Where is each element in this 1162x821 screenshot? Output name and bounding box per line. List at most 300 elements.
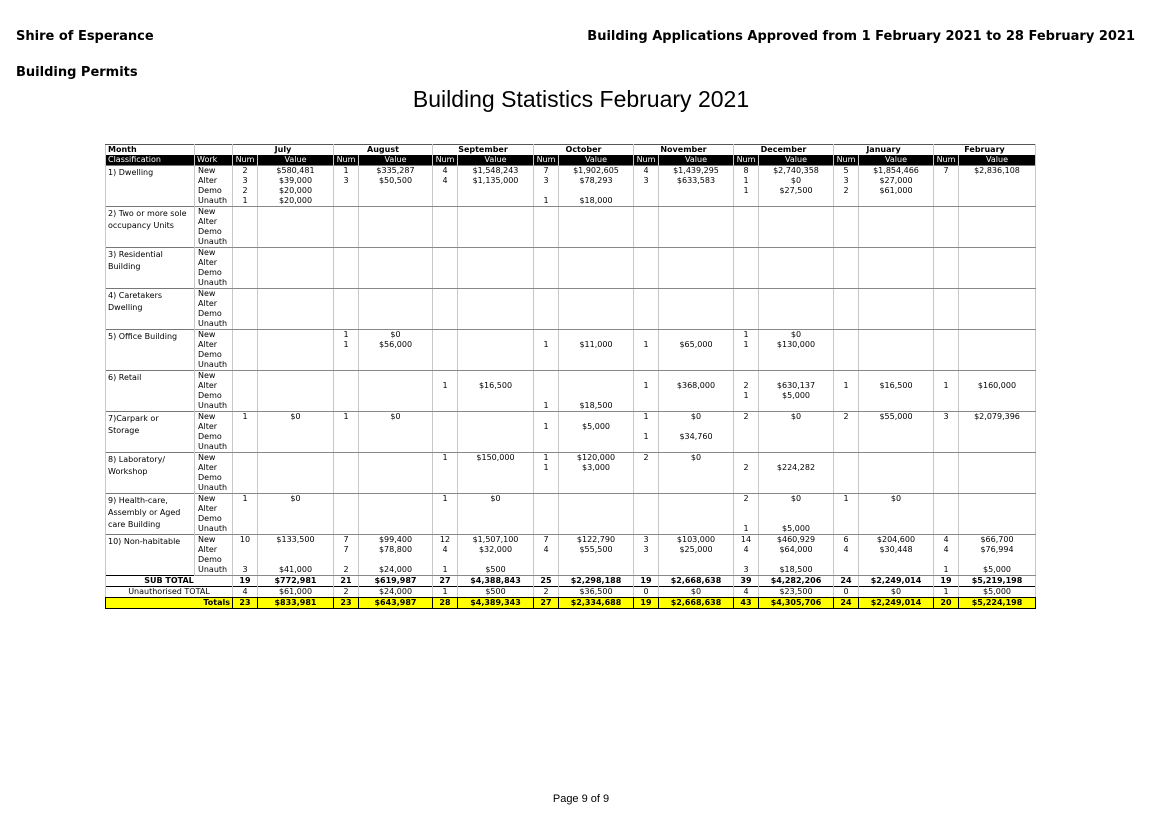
classification-cell: 2) Two or more sole occupancy Units [106,207,195,248]
summary-label: Unauthorised TOTAL [106,587,233,598]
value-cell: $0 [759,412,834,423]
classification-cell: 9) Health-care, Assembly or Aged care Building [106,494,195,535]
num-cell [233,258,258,268]
value-cell [559,565,634,576]
num-cell [934,268,959,278]
summary-value: $5,000 [959,587,1036,598]
num-cell [233,278,258,289]
value-cell [959,237,1036,248]
summary-num: 0 [634,587,659,598]
num-cell [934,186,959,196]
value-cell [859,196,934,207]
value-cell [559,299,634,309]
value-cell [359,237,433,248]
num-cell [534,371,559,382]
num-cell: 4 [934,535,959,546]
num-cell [734,248,759,259]
summary-num: 1 [433,587,458,598]
num-cell: 1 [334,340,359,350]
num-cell [233,340,258,350]
value-cell [659,473,734,483]
value-cell [659,319,734,330]
num-cell [734,504,759,514]
work-type-cell: Unauth [195,278,233,289]
value-cell [458,555,534,565]
num-cell [534,381,559,391]
value-cell: $78,293 [559,176,634,186]
table-row [106,360,1036,371]
num-cell [534,227,559,237]
num-cell: 1 [433,381,458,391]
value-cell [359,360,433,371]
num-cell [734,207,759,218]
num-cell [334,514,359,524]
value-cell [859,442,934,453]
summary-num: 21 [334,576,359,587]
table-row [106,350,1036,360]
value-cell [458,412,534,423]
value-cell: $27,500 [759,186,834,196]
summary-value: $4,389,343 [458,598,534,609]
table-row [106,463,1036,473]
value-cell: $0 [659,412,734,423]
table-row [106,176,1036,186]
num-cell [433,289,458,300]
value-cell [359,381,433,391]
work-label: Work [195,155,233,166]
num-cell [334,350,359,360]
value-cell [859,432,934,442]
summary-value: $0 [859,587,934,598]
num-cell [433,555,458,565]
classification-cell: 1) Dwelling [106,166,195,207]
value-cell [959,248,1036,259]
value-cell [258,237,334,248]
work-type-cell: Demo [195,309,233,319]
value-cell [959,371,1036,382]
value-cell [559,268,634,278]
num-cell [334,278,359,289]
num-cell [834,289,859,300]
value-cell [458,401,534,412]
table-row [106,381,1036,391]
value-cell [959,442,1036,453]
value-header: Value [559,155,634,166]
num-cell [334,237,359,248]
table-row [106,442,1036,453]
work-type-cell: Unauth [195,565,233,576]
value-cell [359,401,433,412]
value-cell [458,463,534,473]
num-cell [334,319,359,330]
work-type-cell: Alter [195,504,233,514]
num-header: Num [834,155,859,166]
num-cell [534,473,559,483]
value-cell [359,309,433,319]
value-cell [859,555,934,565]
summary-num: 19 [233,576,258,587]
num-cell [334,483,359,494]
value-cell: $20,000 [258,196,334,207]
num-cell [934,524,959,535]
num-cell [834,207,859,218]
num-cell [834,217,859,227]
summary-value: $2,249,014 [859,576,934,587]
num-cell [934,453,959,464]
value-cell [659,309,734,319]
num-cell [534,504,559,514]
num-cell [334,401,359,412]
value-cell [759,453,834,464]
value-cell [458,258,534,268]
num-cell: 1 [534,340,559,350]
num-cell [534,483,559,494]
value-cell [559,217,634,227]
value-cell [859,463,934,473]
work-type-cell: New [195,412,233,423]
num-cell [233,432,258,442]
num-cell [433,504,458,514]
work-type-cell: Demo [195,555,233,565]
month-heading: February [934,145,1036,156]
num-cell [834,524,859,535]
num-cell [334,309,359,319]
num-cell [433,350,458,360]
value-cell: $0 [258,494,334,505]
value-cell [258,555,334,565]
num-cell [534,565,559,576]
num-cell [834,319,859,330]
num-cell [433,483,458,494]
num-cell: 1 [334,412,359,423]
num-cell: 1 [233,494,258,505]
num-cell: 1 [534,463,559,473]
value-cell [258,381,334,391]
summary-value: $5,224,198 [959,598,1036,609]
num-cell [233,453,258,464]
table-row [106,432,1036,442]
num-cell [634,565,659,576]
value-cell [859,453,934,464]
value-cell [258,545,334,555]
value-cell [458,227,534,237]
num-cell [834,340,859,350]
value-cell [659,360,734,371]
value-cell [759,432,834,442]
work-type-cell: Demo [195,432,233,442]
classification-cell: 7)Carpark or Storage [106,412,195,453]
value-cell: $55,000 [859,412,934,423]
value-cell [959,227,1036,237]
work-type-cell: Demo [195,473,233,483]
value-cell [859,504,934,514]
num-cell: 2 [734,463,759,473]
num-cell [934,176,959,186]
num-cell [634,278,659,289]
num-cell [834,371,859,382]
num-cell [534,391,559,401]
num-cell [734,319,759,330]
num-cell [433,473,458,483]
work-type-cell: Alter [195,258,233,268]
num-cell: 1 [734,340,759,350]
num-cell [634,494,659,505]
value-cell [659,463,734,473]
num-cell: 3 [334,176,359,186]
num-cell: 1 [534,422,559,432]
num-cell [634,524,659,535]
value-cell [458,504,534,514]
value-cell: $2,836,108 [959,166,1036,177]
value-cell [359,555,433,565]
value-cell [659,227,734,237]
value-cell: $39,000 [258,176,334,186]
num-cell [634,248,659,259]
summary-num: 28 [433,598,458,609]
month-heading: August [334,145,433,156]
value-cell [258,401,334,412]
value-cell [359,524,433,535]
value-cell [458,442,534,453]
num-cell [834,391,859,401]
num-cell [834,555,859,565]
summary-num: 4 [734,587,759,598]
value-cell [359,196,433,207]
num-cell [934,217,959,227]
num-cell: 3 [233,176,258,186]
num-cell: 2 [734,381,759,391]
num-cell: 3 [534,176,559,186]
value-cell [559,391,634,401]
num-cell [834,278,859,289]
value-cell: $2,079,396 [959,412,1036,423]
value-cell [659,371,734,382]
table-row [106,299,1036,309]
work-type-cell: Alter [195,299,233,309]
value-cell [859,473,934,483]
num-cell [433,524,458,535]
value-cell [458,524,534,535]
shire-name: Shire of Esperance [16,29,154,44]
num-cell: 2 [334,565,359,576]
num-cell [233,442,258,453]
num-cell [433,401,458,412]
num-cell [534,442,559,453]
value-cell [959,524,1036,535]
work-type-cell: Unauth [195,196,233,207]
num-cell [233,207,258,218]
value-cell [359,463,433,473]
summary-num: 27 [534,598,559,609]
table-row [106,166,1036,177]
num-cell [934,340,959,350]
value-cell [258,473,334,483]
num-cell: 1 [433,565,458,576]
work-type-cell: Demo [195,186,233,196]
value-cell [659,401,734,412]
value-cell [959,453,1036,464]
num-cell [634,207,659,218]
num-cell [534,186,559,196]
table-row [106,319,1036,330]
num-cell [734,217,759,227]
num-cell: 1 [534,401,559,412]
num-cell [334,207,359,218]
value-cell [359,207,433,218]
num-cell [934,248,959,259]
value-header: Value [458,155,534,166]
value-cell: $0 [359,412,433,423]
value-cell [659,268,734,278]
work-type-cell: Demo [195,350,233,360]
value-cell [759,196,834,207]
value-cell [859,391,934,401]
value-cell [258,422,334,432]
value-cell: $78,800 [359,545,433,555]
value-cell: $130,000 [759,340,834,350]
num-cell: 1 [233,412,258,423]
table-row [106,278,1036,289]
num-header: Num [934,155,959,166]
num-cell [233,401,258,412]
value-cell [559,381,634,391]
value-cell: $1,507,100 [458,535,534,546]
num-cell [934,422,959,432]
num-cell: 2 [734,412,759,423]
value-cell [659,422,734,432]
table-row [106,340,1036,350]
value-cell [859,248,934,259]
statistics-table [105,144,1036,609]
num-cell [834,350,859,360]
summary-value: $4,388,843 [458,576,534,587]
table-row [106,227,1036,237]
summary-num: 1 [934,587,959,598]
num-cell: 3 [233,565,258,576]
value-cell [258,514,334,524]
num-cell [634,555,659,565]
num-cell [334,473,359,483]
value-cell: $1,902,605 [559,166,634,177]
value-cell [258,483,334,494]
num-cell [734,309,759,319]
value-cell [659,299,734,309]
num-cell [634,391,659,401]
value-cell: $25,000 [659,545,734,555]
num-cell [734,432,759,442]
month-heading: December [734,145,834,156]
value-cell [959,309,1036,319]
value-cell [559,237,634,248]
value-cell [759,401,834,412]
num-cell: 6 [834,535,859,546]
num-cell: 2 [233,166,258,177]
value-cell: $61,000 [859,186,934,196]
subtotal-row [106,576,1036,587]
page-title: Building Statistics February 2021 [412,86,750,112]
num-cell [334,371,359,382]
summary-value: $2,668,638 [659,576,734,587]
value-cell [959,186,1036,196]
value-cell: $5,000 [559,422,634,432]
num-cell [734,350,759,360]
num-cell [334,289,359,300]
classification-cell: 6) Retail [106,371,195,412]
num-cell [834,227,859,237]
num-cell: 3 [634,535,659,546]
month-heading: July [233,145,334,156]
value-cell [759,371,834,382]
value-cell [759,483,834,494]
table-row [106,535,1036,546]
num-cell: 7 [534,166,559,177]
statistics-table-wrapper [105,144,1036,609]
value-cell [359,217,433,227]
num-cell [934,319,959,330]
num-cell [634,299,659,309]
value-cell [959,350,1036,360]
work-type-cell: Alter [195,340,233,350]
value-cell: $76,994 [959,545,1036,555]
value-cell [559,494,634,505]
value-cell: $66,700 [959,535,1036,546]
num-cell [334,196,359,207]
num-cell [233,217,258,227]
num-cell [934,391,959,401]
num-cell [834,432,859,442]
num-header: Num [233,155,258,166]
value-cell: $122,790 [559,535,634,546]
num-cell [433,278,458,289]
value-cell: $368,000 [659,381,734,391]
value-cell: $204,600 [859,535,934,546]
value-cell: $34,760 [659,432,734,442]
value-cell [959,196,1036,207]
value-cell: $133,500 [258,535,334,546]
value-cell: $18,500 [759,565,834,576]
num-cell [934,196,959,207]
value-cell [359,453,433,464]
num-cell [433,391,458,401]
num-cell: 7 [334,545,359,555]
summary-value: $4,305,706 [759,598,834,609]
value-cell: $0 [759,330,834,341]
work-type-cell: Demo [195,227,233,237]
value-cell [359,227,433,237]
value-cell [759,237,834,248]
value-cell: $460,929 [759,535,834,546]
num-cell [934,289,959,300]
num-cell [233,227,258,237]
value-cell [959,299,1036,309]
value-cell [258,299,334,309]
num-cell: 1 [534,196,559,207]
table-row [106,289,1036,300]
num-cell [834,299,859,309]
num-cell [233,381,258,391]
value-cell [759,289,834,300]
num-cell [934,483,959,494]
num-cell [534,494,559,505]
num-cell [433,186,458,196]
value-cell [559,309,634,319]
num-cell [834,422,859,432]
table-row [106,186,1036,196]
num-cell [934,258,959,268]
value-cell [759,268,834,278]
value-cell [759,422,834,432]
num-cell: 4 [534,545,559,555]
